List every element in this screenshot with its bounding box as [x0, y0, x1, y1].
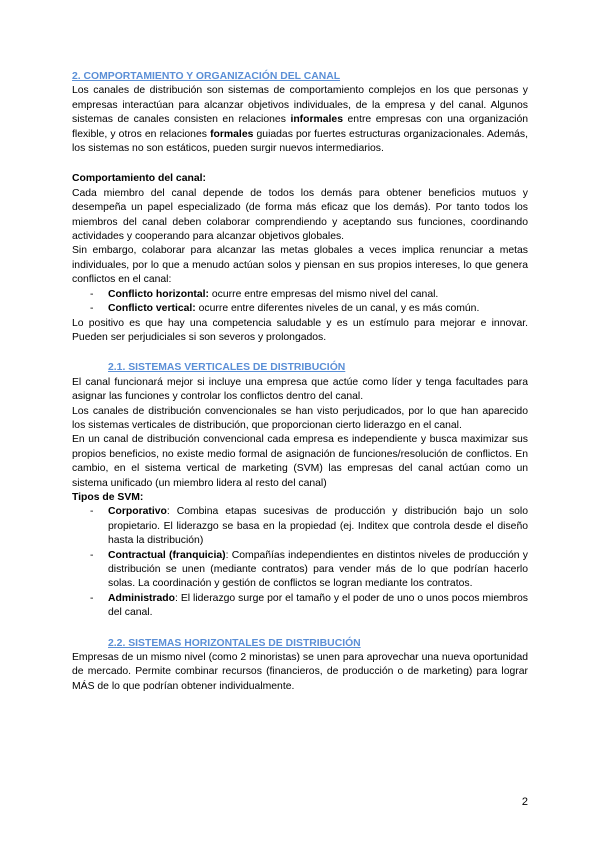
list-item-text: : Compañías independientes en distintos niveles de producción y distribución se unen (mediante contratos) para vender más de lo que podrían hacerlo solas. La coordinación y gestión de conflictos se logran mediante los contratos. — [108, 549, 528, 590]
list-item: - Corporativo: Combina etapas sucesivas de producción y distribución bajo un solo propietario. El liderazgo se basa en la propiedad (ej. Inditex que controla desde el diseño hasta la distribución) — [90, 506, 528, 547]
list-item-term: Conflicto horizontal: — [108, 288, 210, 300]
list-item-text: : El liderazgo surge por el tamaño y el poder de uno o unos pocos miembros del canal. — [108, 592, 528, 619]
section-2-2-paragraph-1: Empresas de un mismo nivel (como 2 minoristas) se unen para aprovechar una nueva oportunidad de mercado. Permite combinar recursos (financieros, de producción o de marketing) para lograr MÁS de lo que podrían obtener individualmente. — [72, 652, 528, 692]
behavior-paragraph-2: Sin embargo, colaborar para alcanzar las metas globales a veces implica renunciar a metas individuales, por lo que a menudo actúan solos y piensan en sus propios intereses, lo que genera conflictos en el canal: — [72, 245, 528, 286]
section-2-heading: 2. COMPORTAMIENTO Y ORGANIZACIÓN DEL CANAL — [72, 71, 341, 82]
list-item-text: ocurre entre diferentes niveles de un canal, y es más común. — [195, 303, 480, 315]
svm-types-list — [72, 505, 528, 620]
list-item: - Administrado: El liderazgo surge por el tamaño y el poder de uno o unos pocos miembros del canal. — [90, 592, 528, 619]
behavior-heading: Comportamiento del canal: — [72, 173, 206, 185]
intro-text: Los canales de distribución son sistemas de comportamiento complejos en los que personas y empresas interactúan para alcanzar objetivos individuales, de la empresa y del canal. Algunos sistemas de canales consisten en relaciones — [72, 85, 528, 126]
list-item: - Contractual (franquicia): Compañías independientes en distintos niveles de producción y distribución se unen (mediante contratos) para vender más de lo que podrían hacerlo solas. La coordinación y gestión de conflictos se logran mediante los contratos. — [90, 549, 528, 590]
intro-bold-formales: formales — [210, 128, 254, 140]
section-2-intro — [72, 84, 528, 156]
section-2-1-paragraph-3: En un canal de distribución convencional cada empresa es independiente y busca maximizar sus propios beneficios, no existe medio formal de asignación de funciones/resolución de conflictos. En cambio, en el sistema vertical de marketing (SVM) las empresas del canal actúan como un sistema unificado (un miembro lidera al resto del canal) — [72, 434, 528, 489]
intro-text: entre empresas con una organización flexible, y otros en relaciones — [72, 114, 528, 140]
section-2-2-heading: 2.2. SISTEMAS HORIZONTALES DE DISTRIBUCIÓN — [108, 637, 361, 649]
behavior-paragraph-1: Cada miembro del canal depende de todos los demás para obtener beneficios mutuos y desempeña un papel especializado (de forma más eficaz que los demás). Por tanto todos los miembros del canal deben colaborar comprendiendo y aceptando sus funciones, coordinando actividades y cooperando para alcanzar objetivos globales. — [72, 187, 528, 243]
list-item-text: : Combina etapas sucesivas de producción y distribución bajo un solo propietario. El liderazgo se basa en la propiedad (ej. Inditex que controla desde el diseño hasta la distribución) — [108, 506, 528, 547]
list-item-term: Contractual (franquicia) — [108, 549, 226, 561]
list-item: - Conflicto vertical: ocurre entre diferentes niveles de un canal, y es más común. — [90, 303, 480, 315]
conflict-list — [72, 288, 528, 317]
list-item-term: Corporativo — [108, 506, 167, 518]
section-2-1-paragraph-1: El canal funcionará mejor si incluye una empresa que actúe como líder y tenga facultades para asignar las funciones y controlar los conflictos dentro del canal. — [72, 376, 528, 403]
list-item-term: Conflicto vertical: — [108, 303, 196, 315]
document-page — [72, 70, 528, 694]
list-item-term: Administrado — [108, 592, 175, 604]
list-item-text: ocurre entre empresas del mismo nivel del canal. — [209, 288, 439, 300]
behavior-paragraph-3: Lo positivo es que hay una competencia saludable y es un estímulo para mejorar e innovar. Pueden ser perjudiciales si son severos y prolongados. — [72, 317, 528, 343]
intro-text: guiadas por fuertes estructuras organizacionales. Además, los sistemas no son estáticos, pueden surgir nuevos intermediarios. — [72, 128, 528, 155]
list-item: - Conflicto horizontal: ocurre entre empresas del mismo nivel del canal. — [90, 288, 439, 300]
section-2-1-heading: 2.1. SISTEMAS VERTICALES DE DISTRIBUCIÓN — [108, 362, 346, 374]
intro-bold-informales: informales — [290, 114, 343, 126]
svm-types-heading: Tipos de SVM: — [72, 491, 144, 503]
page-number: 2 — [521, 796, 528, 808]
section-2-1-paragraph-2: Los canales de distribución convencionales se han visto perjudicados, por lo que han aparecido los sistemas verticales de distribución, que proporcionan cierto liderazgo en el canal. — [72, 405, 528, 431]
